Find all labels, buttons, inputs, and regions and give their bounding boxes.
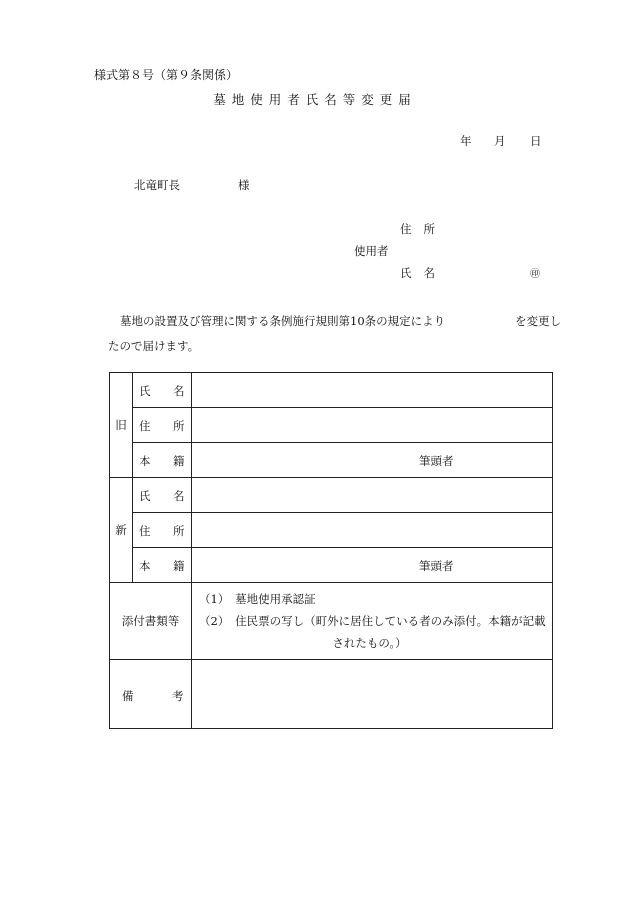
date-year-label: 年 [460,134,472,148]
form-title: 墓地使用者氏名等変更届 [213,92,417,107]
applicant-name-label: 氏名 [400,266,447,280]
old-address-label: 住 所 [133,408,192,443]
attachment-item-2-continued: されたもの。） [332,636,407,650]
date-day-label: 日 [530,134,542,148]
attachments-label: 添付書類等 [110,583,192,660]
attachment-item-2: （2） 住民票の写し（町外に居住している者のみ添付。本籍が記載 [199,614,546,628]
old-domicile-field[interactable] [192,443,553,478]
applicant-user-label: 使用者 [354,244,389,258]
new-name-label: 氏 名 [133,478,192,513]
old-domicile-label: 本 籍 [133,443,192,478]
change-form-table [109,372,553,729]
attachments-list [192,583,553,660]
new-domicile-label: 本 籍 [133,548,192,583]
recipient-honorific: 様 [238,178,250,192]
new-household-head-label: 筆頭者 [419,559,454,573]
old-address-field[interactable] [192,408,553,443]
old-name-field[interactable] [192,373,553,408]
remarks-label: 備 考 [110,660,192,729]
old-group-label: 旧 [110,373,133,478]
old-name-label: 氏 名 [133,373,192,408]
old-household-head-label: 筆頭者 [419,454,454,468]
new-address-label: 住 所 [133,513,192,548]
applicant-address-label: 住所 [400,222,447,236]
body-paragraph [108,309,568,359]
seal-mark: ㊞ [530,269,540,280]
remarks-field[interactable] [192,660,553,729]
body-text-after: を変更したので届けます。 [108,314,562,353]
new-domicile-field[interactable] [192,548,553,583]
new-address-field[interactable] [192,513,553,548]
new-group-label: 新 [110,478,133,583]
attachment-item-1: （1） 墓地使用承認証 [199,592,316,606]
body-text-before: 墓地の設置及び管理に関する条例施行規則第10条の規定により [120,314,446,328]
new-name-field[interactable] [192,478,553,513]
recipient-name: 北竜町長 [134,178,180,192]
date-month-label: 月 [494,134,506,148]
form-number: 様式第８号（第９条関係） [94,68,239,82]
